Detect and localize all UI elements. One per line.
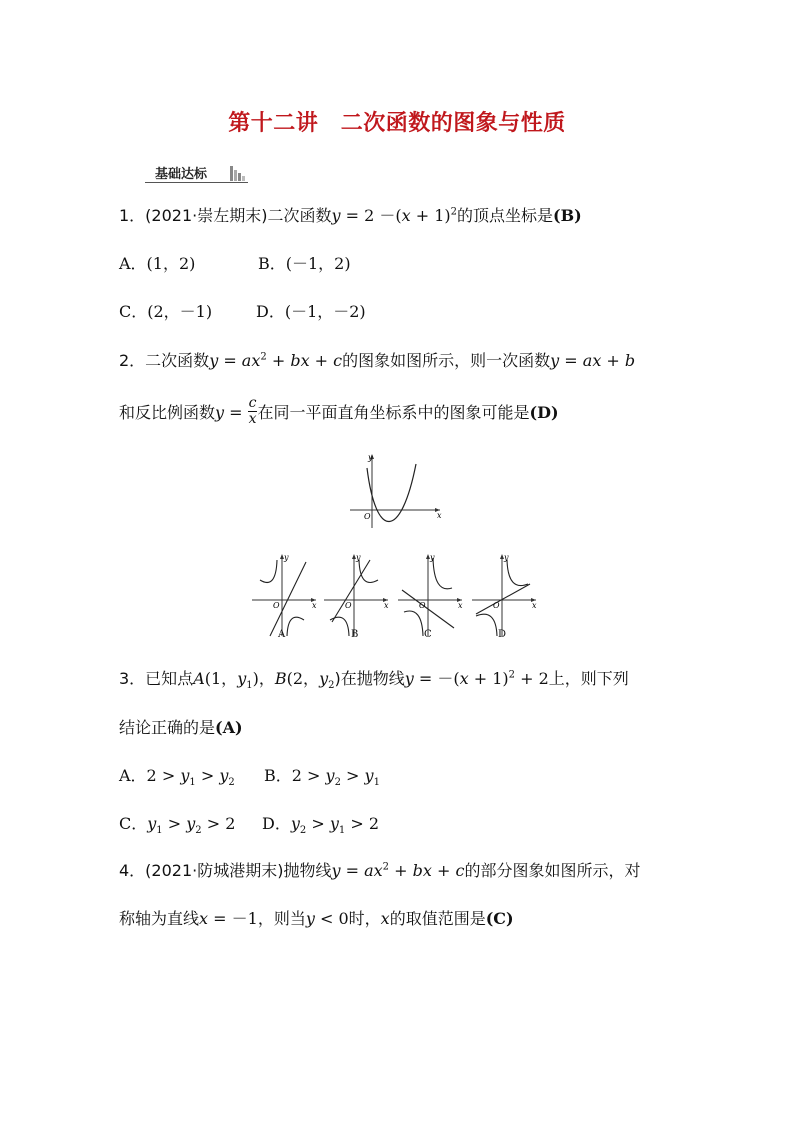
- q1-option-c: C．(2，－1): [119, 302, 213, 321]
- section-header: [145, 161, 248, 183]
- axis-label-y: y: [430, 553, 435, 562]
- axis-label-x: x: [384, 601, 389, 610]
- origin-label: O: [364, 512, 371, 521]
- q2-option-b-label: B: [351, 629, 359, 640]
- q2-option-d-label: D: [498, 629, 507, 640]
- q1-answer: (B): [553, 206, 582, 225]
- q2-option-c-label: C: [424, 629, 432, 640]
- origin-label: O: [419, 601, 426, 610]
- origin-label: O: [345, 601, 352, 610]
- q3-answer: (A): [215, 718, 243, 737]
- q3-option-a: A．$2 > y_1 > y_2$: [119, 766, 235, 789]
- q3-option-d: D．$y_2 > y_1 > 2$: [262, 814, 380, 837]
- axis-label-y: y: [368, 453, 373, 462]
- axis-label-y: y: [284, 553, 289, 562]
- q3-option-c: C．$y_1 > y_2 > 2$: [119, 814, 236, 837]
- section-label: 基础达标: [155, 167, 208, 182]
- q1-option-d: D．(－1，－2): [256, 302, 366, 321]
- origin-label: O: [273, 601, 280, 610]
- axis-label-y: y: [356, 553, 361, 562]
- q1-option-b: B．(－1，2): [258, 254, 351, 273]
- fraction-c-over-x: $\frac{c}{x}$: [248, 395, 257, 427]
- axis-label-x: x: [437, 511, 442, 520]
- q2-option-a-label: A: [278, 629, 286, 640]
- question-2-line-1: 2．二次函数$y = ax^2$ + bx + c的图象如图所示，则一次函数y = ax + b: [119, 351, 636, 370]
- axis-label-x: x: [458, 601, 463, 610]
- q3-option-b: B．$2 > y_2 > y_1$: [264, 766, 380, 789]
- question-4-line-1: 4．(2021·防城港期末)抛物线$y = ax^2$ + bx + c的部分图象如图所示，对: [119, 861, 641, 880]
- q1-option-a: A．(1，2): [119, 254, 196, 273]
- q2-parabola-figure: [346, 450, 446, 530]
- question-3-line-2: 结论正确的是(A): [119, 718, 243, 737]
- question-4-line-2: 称轴为直线x = －1，则当y < 0时，x的取值范围是(C): [119, 909, 514, 928]
- bar-chart-icon: [229, 164, 247, 181]
- q2-answer: (D): [529, 403, 559, 422]
- axis-label-x: x: [312, 601, 317, 610]
- q4-answer: (C): [485, 909, 514, 928]
- question-3-line-1: 3．已知点A(1，$y_1$)，B(2，$y_2$)在抛物线$y = -(x + 1)^2 + 2$上，则下列: [119, 669, 629, 692]
- page-title: 第十二讲 二次函数的图象与性质: [228, 111, 566, 136]
- question-1: 1．(2021·崇左期末)二次函数$y = 2 -(x + 1)^2$的顶点坐标是(B): [119, 206, 582, 225]
- section-underline: [145, 182, 248, 183]
- question-2-line-2: 和反比例函数y = $\frac{c}{x}$ 在同一平面直角坐标系中的图象可能是(D): [119, 395, 559, 427]
- axis-label-x: x: [532, 601, 537, 610]
- origin-label: O: [493, 601, 500, 610]
- axis-label-y: y: [504, 553, 509, 562]
